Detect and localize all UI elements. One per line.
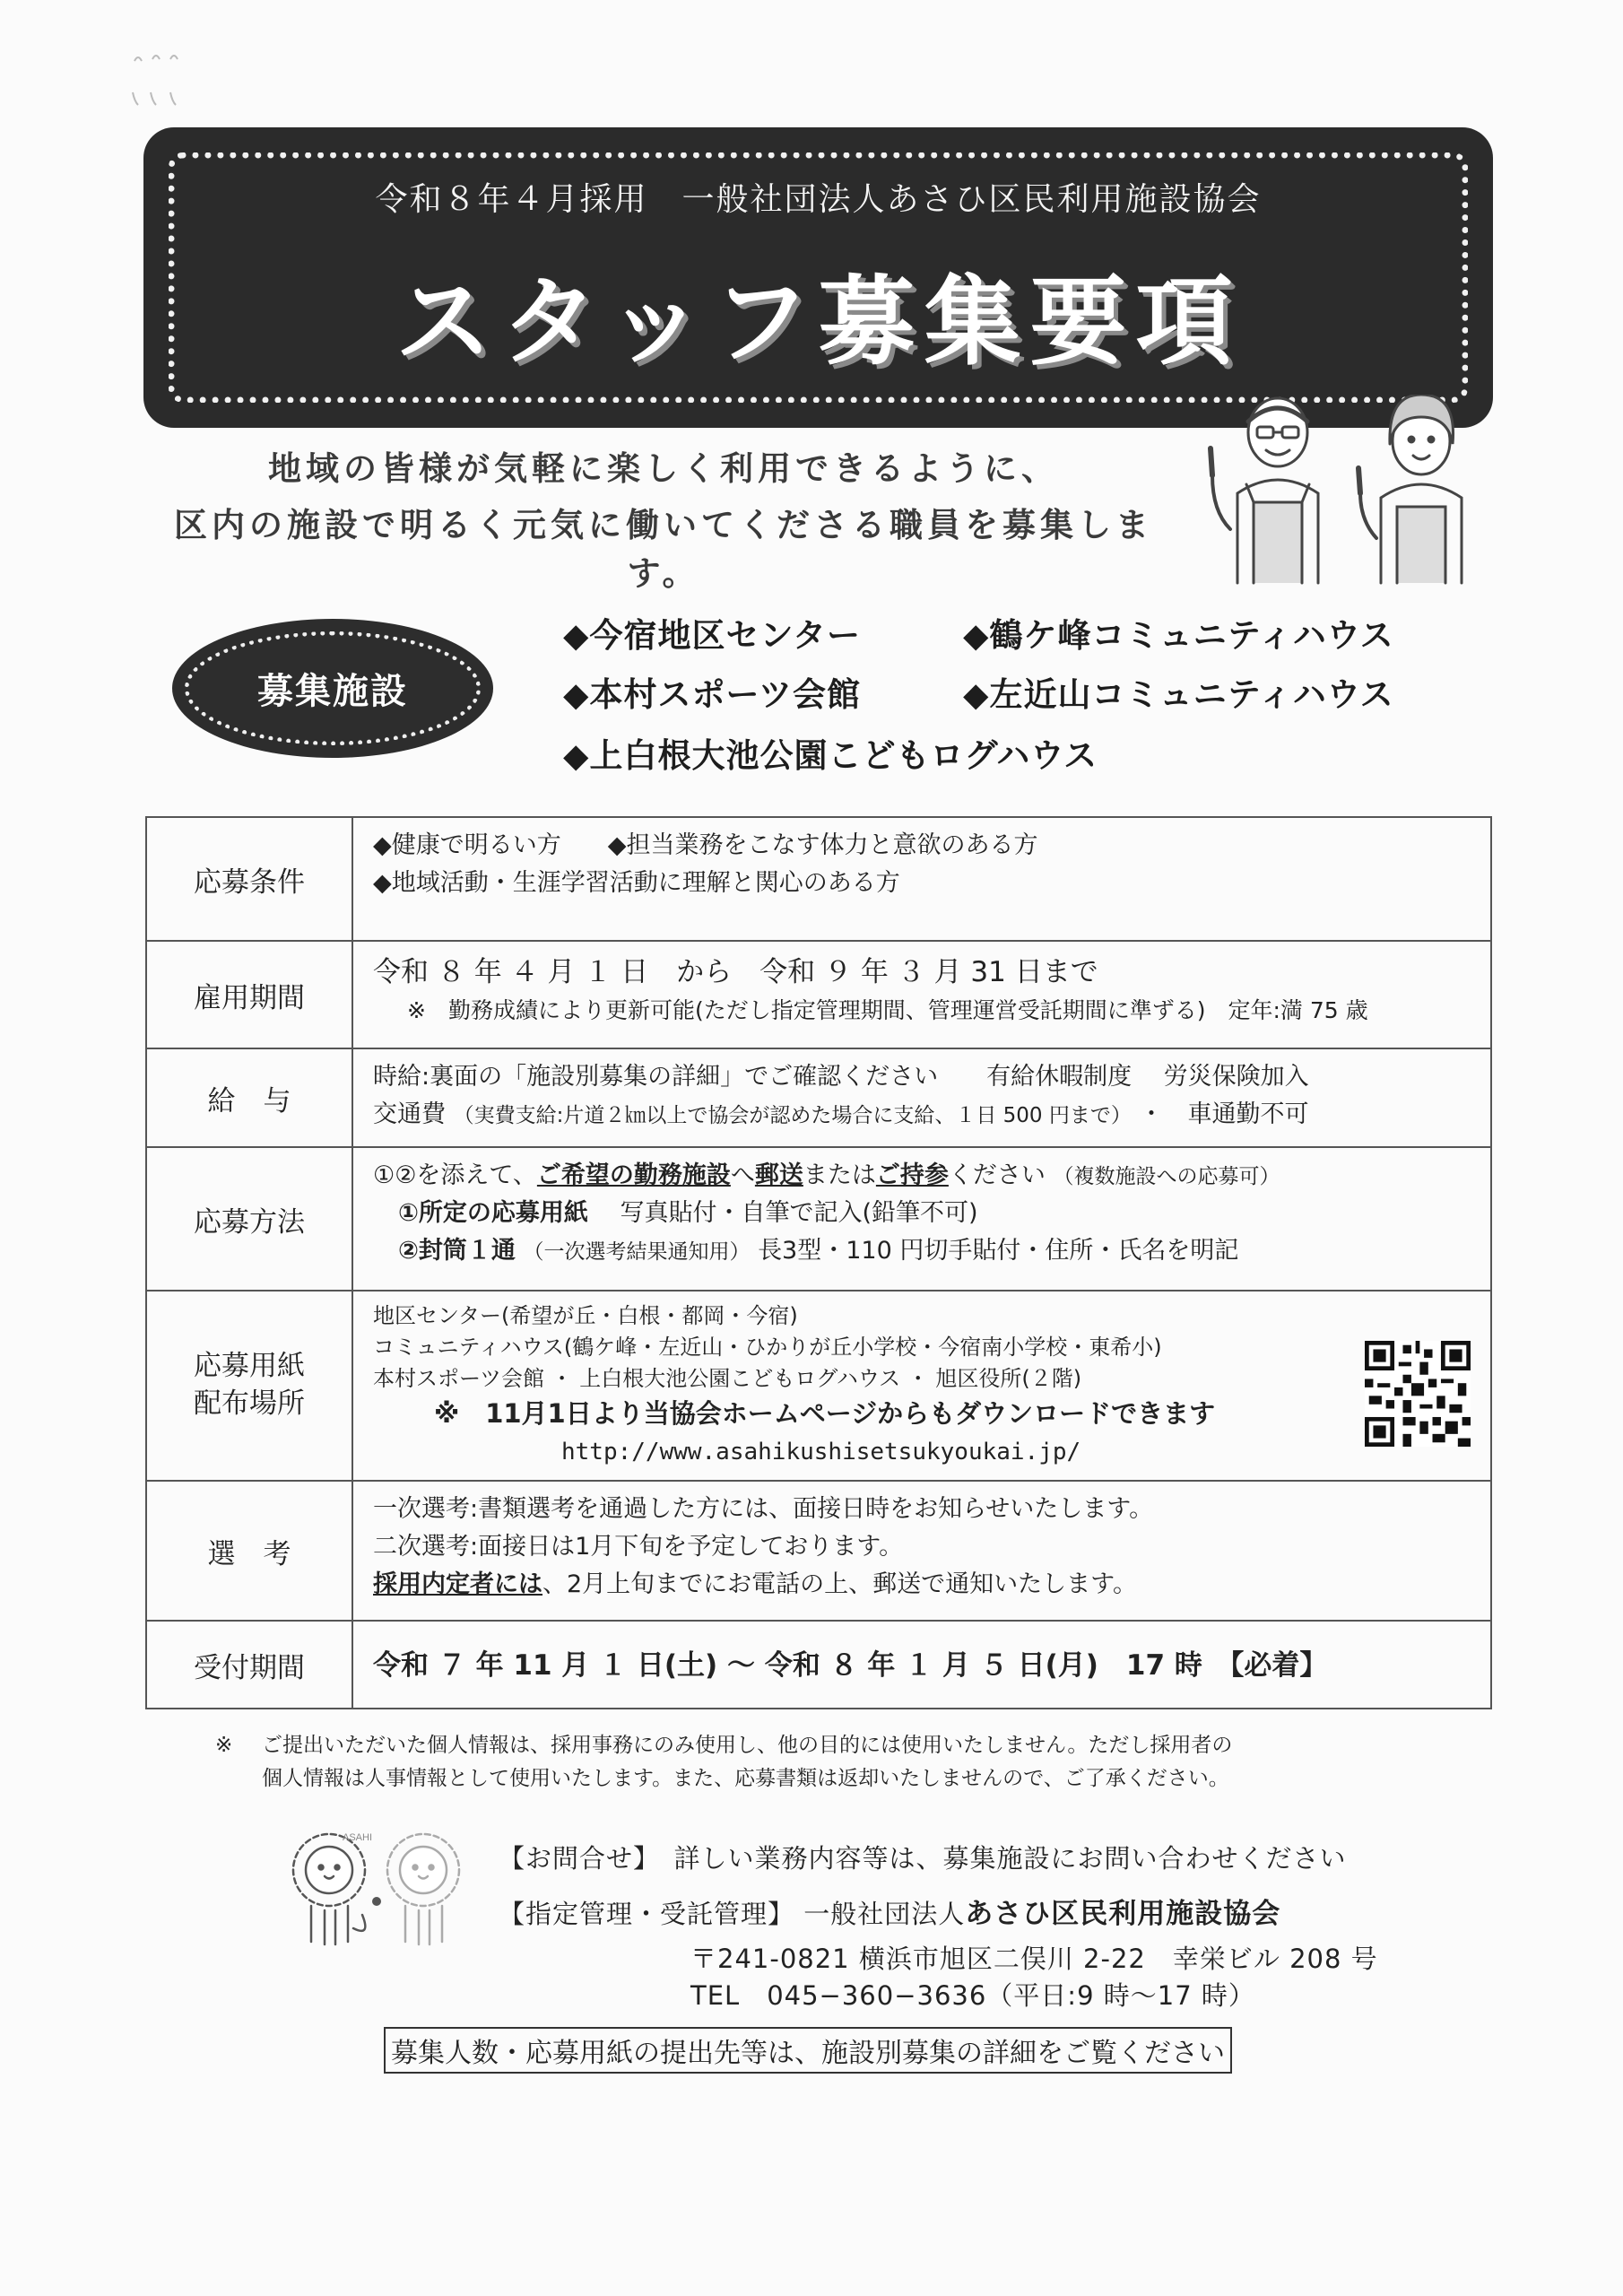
row-label-line: 配布場所 [194,1387,305,1420]
row-label: 応募条件 [146,817,352,941]
qr-code-icon[interactable] [1365,1341,1471,1447]
corner-pencil-marks [126,43,206,115]
table-row [146,1621,1491,1709]
transport-detail: （実費支給:片道２㎞以上で協会が認めた場合に支給、１日 500 円まで） [453,1103,1132,1127]
selection-notice: 、2月上旬までにお電話の上、郵送で通知いたします。 [542,1570,1138,1598]
selection-stage-1: 一次選考:書類選考を通過した方には、面接日時をお知らせいたします。 [373,1495,1154,1523]
badge-label: 募集施設 [257,671,408,712]
method-item-2: ②封筒１通 [398,1236,516,1265]
lion-mascot-logo [280,1821,477,1951]
transport-label: 交通費 [373,1100,446,1128]
manager-label: 【指定管理・受託管理】 一般社団法人 [499,1899,966,1929]
forms-location: 本村スポーツ会館 ・ 上白根大池公園こどもログハウス ・ 旭区役所(２階) [373,1365,1082,1391]
note-mark: ※ [215,1734,233,1757]
row-value [352,1291,1491,1481]
row-label: 雇用期間 [146,941,352,1048]
note-line: ご提出いただいた個人情報は、採用事務にのみ使用し、他の目的には使用いたしません。ただし採用者の [262,1734,1233,1757]
forms-location: コミュニティハウス(鶴ケ峰・左近山・ひかりが丘小学校・今宿南小学校・東希小) [373,1334,1162,1360]
selection-emphasis: 採用内定者には [373,1570,542,1598]
badge-dotted-border [185,631,481,745]
row-label-line: 応募用紙 [194,1350,305,1383]
table-row [146,1481,1491,1621]
condition-2: ◆担当業務をこなす体力と意欲のある方 [607,831,1038,859]
no-car-commute: ・ 車通勤不可 [1139,1100,1309,1128]
intro-line-2: 区内の施設で明るく元気に働いてくださる職員を募集します。 [174,506,1153,593]
row-value [352,1621,1491,1709]
row-value [352,817,1491,941]
table-row [146,941,1491,1048]
requirements-table [145,816,1492,1709]
header-banner [143,127,1493,428]
table-row [146,1291,1491,1481]
row-label: 給 与 [146,1048,352,1147]
header-subtitle: 令和８年４月採用 一般社団法人あさひ区民利用施設協会 [375,181,1262,218]
staff-illustration [1193,395,1497,587]
method-text: ①②を添えて、 [373,1161,537,1189]
condition-3: ◆地域活動・生涯学習活動に理解と関心のある方 [373,868,900,897]
method-note: （複数施設への応募可） [1053,1165,1280,1188]
intro-line-1: 地域の皆様が気軽に楽しく利用できるように、 [268,449,1059,488]
contact-address: 〒241-0821 横浜市旭区二俣川 2-22 幸栄ビル 208 号 [690,1944,1378,1974]
method-text: ください [948,1161,1046,1189]
facility-item: ◆今宿地区センター [563,616,861,655]
row-value [352,1147,1491,1291]
table-row [146,1147,1491,1291]
facility-item: ◆鶴ケ峰コミュニティハウス [963,616,1394,655]
page-title: スタッフ募集要項 [395,266,1242,378]
row-value [352,941,1491,1048]
method-emphasis: 郵送 [754,1161,803,1189]
salary-line-1: 時給:裏面の「施設別募集の詳細」でご確認ください 有給休暇制度 労災保険加入 [373,1063,1309,1091]
selection-stage-2: 二次選考:面接日は1月下旬を予定しております。 [373,1532,904,1561]
table-row [146,1048,1491,1147]
contact-manager [499,1891,1280,1931]
row-label: 応募方法 [146,1147,352,1291]
method-item-2-detail: 長3型・110 円切手貼付・住所・氏名を明記 [758,1236,1239,1265]
method-emphasis: ご持参 [875,1161,949,1189]
forms-location: 地区センター(希望が丘・白根・都岡・今宿) [373,1303,798,1328]
privacy-note [215,1729,1381,1796]
method-item-1: ①所定の応募用紙 [398,1198,588,1227]
method-text: へ [730,1161,755,1189]
association-name: あさひ区民利用施設協会 [965,1898,1281,1930]
row-label [146,1291,352,1481]
website-url[interactable]: http://www.asahikushisetsukyoukai.jp/ [561,1439,1081,1466]
method-item-1-detail: 写真貼付・自筆で記入(鉛筆不可) [620,1198,978,1227]
footer-notice-box: 募集人数・応募用紙の提出先等は、施設別募集の詳細をご覧ください [384,2027,1232,2074]
table-row [146,817,1491,941]
condition-1: ◆健康で明るい方 [373,831,561,859]
row-value [352,1048,1491,1147]
note-line: 個人情報は人事情報として使用いたします。また、応募書類は返却いたしませんので、ご了承ください。 [262,1766,1229,1790]
contact-phone: TEL 045−360−3636（平日:9 時～17 時） [690,1980,1255,2011]
period-note: ※ 勤務成績により更新可能(ただし指定管理期間、管理運営受託期間に準ずる) 定年:満 75 歳 [407,997,1368,1024]
contact-inquiry: 【お問合せ】 詳しい業務内容等は、募集施設にお問い合わせください [499,1843,1347,1874]
method-item-2-note: （一次選考結果通知用） [523,1239,751,1264]
row-label: 受付期間 [146,1621,352,1709]
method-text: または [803,1161,876,1189]
method-emphasis: ご希望の勤務施設 [536,1161,731,1189]
row-value [352,1481,1491,1621]
row-label: 選 考 [146,1481,352,1621]
recruit-facilities-badge [172,619,493,758]
facility-item: ◆本村スポーツ会館 [563,675,861,714]
facility-item: ◆上白根大池公園こどもログハウス [563,736,1098,775]
period-range: 令和 ８ 年 ４ 月 １ 日 から 令和 ９ 年 ３ 月 31 日まで [373,956,1098,988]
reception-period: 令和 ７ 年 11 月 １ 日(土) ～ 令和 ８ 年 １ 月 ５ 日(月) 17 時 【必着】 [373,1648,1328,1682]
mascot-text: ASAHI [343,1832,373,1843]
download-notice: ※ 11月1日より当協会ホームページからもダウンロードできます [434,1398,1216,1430]
facility-item: ◆左近山コミュニティハウス [963,675,1394,714]
